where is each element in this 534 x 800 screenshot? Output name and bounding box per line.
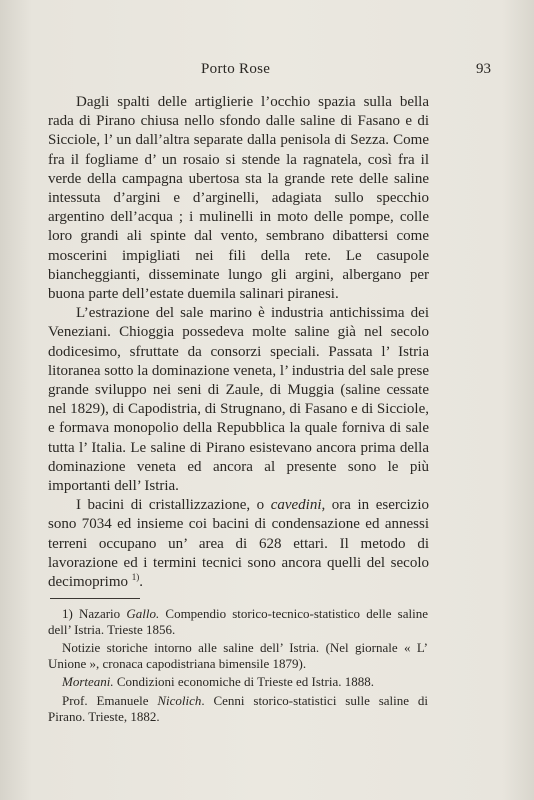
footnote-separator	[50, 598, 140, 599]
footnote-gallo	[48, 606, 428, 637]
footnote-nicolich	[48, 693, 428, 724]
paragraph-cavedini-end: ora in esercizio sono 7034 ed insieme coi bacini di condensazione ed annessi terreni occupano un’ area di 628 ettari. Il metodo di lavorazione ed i termini tecnici sono ancora quelli del secolo decimoprimo	[48, 497, 429, 591]
page-number: 93	[476, 61, 491, 77]
footnote-gallo-title: Compendio storico-tecnico-statistico delle saline dell’ Istria. Trieste 1856.	[48, 606, 429, 637]
paragraph-cavedini: I bacini di cristallizzazione, o cavedini, ora in esercizio sono 7034 ed insieme coi bacini di condensazione ed annessi terreni occupano un’ area di 628 ettari. Il metodo di lavorazione ed i termini tecnici sono ancora quelli del secolo decimoprimo $^{1)}$.	[48, 497, 429, 591]
footnote-gallo-marker: 1) Nazario	[62, 606, 127, 621]
footnote-reference: 1)	[131, 572, 140, 583]
paragraph-salt-history: L’estrazione del sale marino è industria antichissima dei Veneziani. Chioggia possedeva molte saline già nel secolo dodicesimo, sfruttate da consorzi speciali. Passata l’ Istria litoranea sotto la dominazione veneta, l’ industria del sale prese grande sviluppo nei seni di Zaule, di Muggia (saline cessate nel 1829), di Capodistria, di Strugnano, di Fasano e di Sicciole, e formava monopolio della Repubblica la quale forniva di sale tutta l’ Italia. Le saline di Pirano esistevano ancora prima della dominazione veneta ed ancora al presente sono le più importanti dell’ Istria.	[48, 305, 429, 495]
footnotes	[48, 606, 428, 727]
running-title: Porto Rose	[201, 61, 271, 77]
footnote-morteani-author: Morteani.	[62, 674, 114, 690]
footnote-nicolich-title: . Cenni storico-statistici sulle saline di Pirano. Trieste, 1882.	[48, 692, 428, 724]
footnote-gallo-author: Gallo.	[126, 606, 160, 621]
paragraph-cavedini-start: I bacini di cristallizzazione, o	[76, 497, 271, 514]
footnote-morteani	[48, 674, 428, 690]
footnote-morteani-title: Condizioni economiche di Trieste ed Istria. 1888.	[113, 674, 374, 690]
body-text	[48, 93, 429, 592]
footnote-notizie: Notizie storiche intorno alle saline dell’ Istria. (Nel giornale « L’ Unione », cronaca capodistriana bimensile 1879).	[48, 640, 428, 671]
footnote-nicolich-author: Nicolich	[157, 692, 202, 708]
paragraph-saline-view: Dagli spalti delle artiglierie l’occhio spazia sulla bella rada di Pirano chiusa nello sfondo dalle saline di Fasano e di Sicciole, l’ un dall’altra separate dalla penisola di Sezza. Come fra il fogliame d’ un rosaio si stende la ragnatela, così fra il verde della campagna ubertosa sta la grande rete delle saline intessuta d’argini e d’arginelli, adagiata sullo specchio argentino dell’acqua ; i mulinelli in moto delle pompe, colle loro grandi ali spinte dal vento, sembrano dibattersi come moscerini impigliati nei fili della rete. Le casupole biancheggianti, disseminate lungo gli argini, albergano per buona parte dell’estate duemila salinari piranesi.	[48, 94, 429, 303]
page-header	[0, 61, 534, 81]
footnote-nicolich-prefix: Prof. Emanuele	[62, 692, 158, 708]
cavedini-term: cavedini,	[270, 497, 326, 514]
